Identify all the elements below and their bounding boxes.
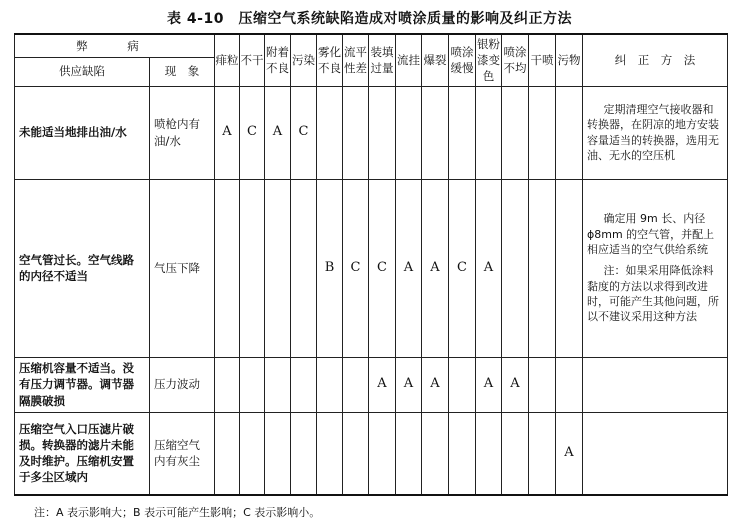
- impact-cell: [265, 357, 291, 412]
- header-cause-label: 供应缺陷: [15, 57, 150, 86]
- defect-header-line: 过量: [370, 61, 394, 76]
- cause-cell: 压缩机容量不适当。没有压力调节器。调节器隔膜破损: [15, 357, 150, 412]
- defect-header-line: 附着: [266, 45, 289, 60]
- impact-cell: [422, 412, 449, 495]
- table-title: 表 4-10 压缩空气系统缺陷造成对喷涂质量的影响及纠正方法: [167, 11, 572, 27]
- impact-cell: C: [449, 179, 476, 357]
- impact-cell: A: [265, 86, 291, 179]
- table-row: [15, 412, 728, 495]
- defect-header: [396, 34, 422, 86]
- impact-cell: [240, 179, 265, 357]
- symptom-cell: 喷枪内有油/水: [150, 86, 215, 179]
- impact-cell: [396, 86, 422, 179]
- defect-header-line: 喷涂: [450, 45, 474, 60]
- impact-cell: [422, 86, 449, 179]
- impact-cell: [317, 86, 343, 179]
- defect-header: [502, 34, 529, 86]
- defect-header-line: 流挂: [397, 53, 420, 68]
- impact-cell: [529, 357, 556, 412]
- defect-header-line: 银粉: [477, 37, 500, 52]
- defect-header-line: 性差: [344, 61, 367, 76]
- defect-header: [265, 34, 291, 86]
- impact-cell: A: [556, 412, 583, 495]
- impact-cell: [343, 357, 369, 412]
- impact-cell: [317, 412, 343, 495]
- impact-cell: [240, 412, 265, 495]
- cause-cell: 压缩空气入口压滤片破损。转换器的滤片未能及时维护。压缩机安置于多尘区域内: [15, 412, 150, 495]
- defect-header-line: 喷涂: [503, 45, 527, 60]
- impact-cell: [317, 357, 343, 412]
- impact-cell: [369, 86, 396, 179]
- impact-cell: [265, 179, 291, 357]
- defect-header: [529, 34, 556, 86]
- impact-cell: [265, 412, 291, 495]
- fix-cell: [583, 86, 728, 179]
- impact-cell: A: [215, 86, 240, 179]
- defect-header-line: 不均: [503, 61, 527, 76]
- impact-cell: A: [369, 357, 396, 412]
- impact-cell: [502, 86, 529, 179]
- impact-cell: C: [240, 86, 265, 179]
- defect-header: [422, 34, 449, 86]
- defect-header-line: 色: [482, 69, 495, 84]
- impact-cell: [291, 412, 317, 495]
- impact-cell: [215, 412, 240, 495]
- impact-cell: [529, 86, 556, 179]
- header-symptom-label: 现 象: [150, 57, 215, 86]
- impact-cell: [476, 86, 502, 179]
- impact-cell: C: [291, 86, 317, 179]
- table-row: [15, 357, 728, 412]
- defect-header-line: 爆裂: [423, 53, 447, 68]
- defect-header-line: 缓慢: [450, 61, 474, 76]
- impact-cell: [556, 179, 583, 357]
- impact-cell: [449, 357, 476, 412]
- defect-header: [240, 34, 265, 86]
- impact-cell: [529, 412, 556, 495]
- defect-header: [343, 34, 369, 86]
- defect-header-line: 雾化: [318, 45, 341, 60]
- impact-cell: [291, 179, 317, 357]
- impact-cell: A: [476, 357, 502, 412]
- impact-cell: [449, 412, 476, 495]
- defect-header-line: 不干: [240, 53, 264, 68]
- defect-header-line: 装填: [370, 45, 394, 60]
- impact-cell: C: [343, 179, 369, 357]
- impact-cell: [343, 412, 369, 495]
- defect-header: [317, 34, 343, 86]
- impact-cell: [556, 357, 583, 412]
- impact-cell: A: [476, 179, 502, 357]
- defect-header: [369, 34, 396, 86]
- impact-cell: [396, 412, 422, 495]
- defect-header-line: 不良: [318, 61, 341, 76]
- table-row: [15, 86, 728, 179]
- symptom-cell: 压力波动: [150, 357, 215, 412]
- defect-header: [215, 34, 240, 86]
- symptom-cell: 压缩空气内有灰尘: [150, 412, 215, 495]
- impact-cell: [476, 412, 502, 495]
- table-note: 注：A 表示影响大；B 表示可能产生影响；C 表示影响小。: [34, 506, 321, 519]
- impact-cell: [215, 357, 240, 412]
- impact-cell: [556, 86, 583, 179]
- defect-table: [14, 33, 728, 496]
- fix-cell: [583, 357, 728, 412]
- fix-paragraph: 确定用 9m 长、内径 ϕ8mm 的空气管，并配上相应适当的空气供给系统: [587, 212, 715, 256]
- defect-header-line: 流平: [344, 45, 367, 60]
- impact-cell: C: [369, 179, 396, 357]
- impact-cell: A: [422, 357, 449, 412]
- impact-cell: [369, 412, 396, 495]
- impact-cell: A: [502, 357, 529, 412]
- impact-cell: [502, 179, 529, 357]
- table-row: [15, 179, 728, 357]
- header-group-label: 弊 病: [15, 34, 215, 57]
- impact-cell: A: [396, 179, 422, 357]
- defect-header-line: 痱粒: [215, 53, 239, 68]
- impact-cell: B: [317, 179, 343, 357]
- impact-cell: A: [422, 179, 449, 357]
- impact-cell: [449, 86, 476, 179]
- impact-cell: [215, 179, 240, 357]
- defect-header: [556, 34, 583, 86]
- cause-cell: 空气管过长。空气线路的内径不适当: [15, 179, 150, 357]
- fix-paragraph: 注：如果采用降低涂料黏度的方法以求得到改进时，可能产生其他问题，所以不建议采用这种方法: [587, 264, 719, 324]
- defect-header-line: 污物: [557, 53, 581, 68]
- impact-cell: A: [396, 357, 422, 412]
- impact-cell: [343, 86, 369, 179]
- fix-paragraph: 定期清理空气接收器和转换器，在阴凉的地方安装容量适当的转换器，选用无油、无水的空压机: [587, 102, 719, 162]
- defect-header-line: 干喷: [530, 53, 554, 68]
- cause-cell: 未能适当地排出油/水: [15, 86, 150, 179]
- defect-header: [291, 34, 317, 86]
- header-fix-label: 纠 正 方 法: [583, 34, 728, 86]
- fix-cell: [583, 179, 728, 357]
- impact-cell: [529, 179, 556, 357]
- impact-cell: [502, 412, 529, 495]
- defect-header-line: 不良: [266, 61, 289, 76]
- defect-header-line: 漆变: [477, 53, 500, 68]
- impact-cell: [291, 357, 317, 412]
- symptom-cell: 气压下降: [150, 179, 215, 357]
- defect-header: [476, 34, 502, 86]
- impact-cell: [240, 357, 265, 412]
- fix-cell: [583, 412, 728, 495]
- defect-header: [449, 34, 476, 86]
- defect-header-line: 污染: [292, 53, 315, 68]
